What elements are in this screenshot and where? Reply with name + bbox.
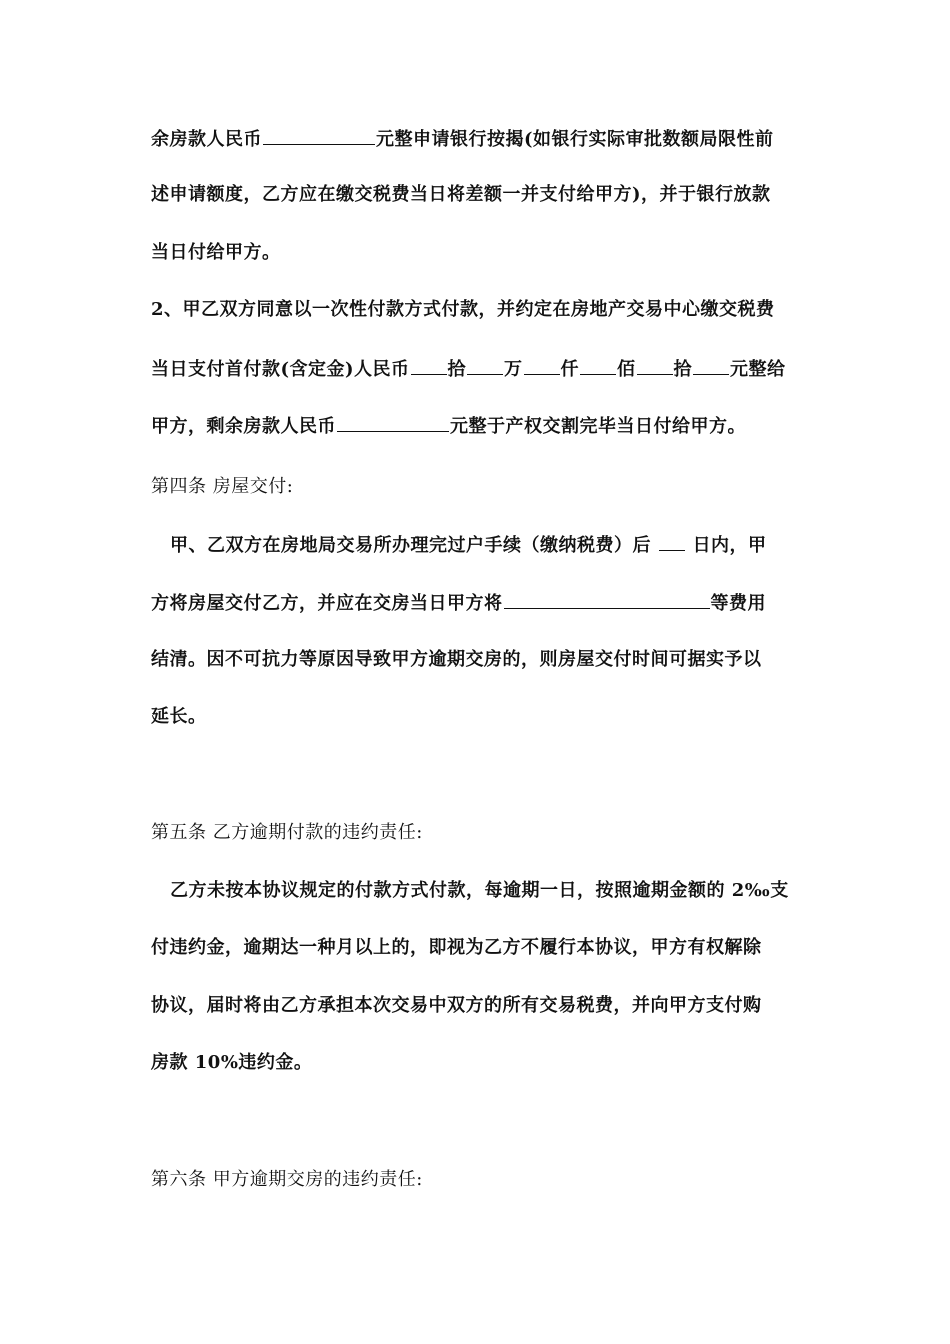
- para2-line2: [151, 356, 811, 382]
- blank-digit: [580, 356, 616, 375]
- blank-digit: [637, 356, 673, 375]
- blank-fees: [504, 590, 710, 609]
- text-segment: 方将房屋交付乙方，并应在交房当日甲方将: [151, 593, 503, 614]
- text-segment: 甲方，剩余房款人民币: [151, 416, 336, 437]
- text-segment: 日内，甲: [692, 535, 767, 556]
- blank-digit: [411, 356, 447, 375]
- para1-line1: [151, 126, 811, 152]
- blank-amount: [263, 126, 375, 145]
- article4-line4: 延长。: [151, 706, 207, 727]
- unit-label: 万: [504, 359, 523, 380]
- article4-line1: [170, 532, 810, 558]
- article4-title: 第四条 房屋交付:: [151, 476, 294, 497]
- blank-amount: [337, 413, 449, 432]
- text-segment: 元整于产权交割完毕当日付给甲方。: [450, 416, 746, 437]
- text-segment: 甲、乙双方在房地局交易所办理完过户手续（缴纳税费）后: [170, 535, 651, 556]
- unit-label: 拾: [447, 359, 467, 380]
- text-segment: 等费用: [710, 593, 766, 614]
- article5-line2: 付违约金，逾期达一种月以上的，即视为乙方不履行本协议，甲方有权解除: [151, 937, 762, 958]
- article5-line4: 房款 10%违约金。: [151, 1052, 313, 1073]
- text-segment: 元整申请银行按揭(如银行实际审批数额局限性前: [376, 129, 774, 150]
- unit-label: 仟: [560, 359, 580, 380]
- para1-line3: 当日付给甲方。: [151, 242, 281, 263]
- article4-line3: 结清。因不可抗力等原因导致甲方逾期交房的，则房屋交付时间可据实予以: [151, 649, 762, 670]
- article5-line1: 乙方未按本协议规定的付款方式付款，每逾期一日，按照逾期金额的 2‰支: [170, 880, 789, 901]
- article4-line2: [151, 590, 811, 616]
- article5-title: 第五条 乙方逾期付款的违约责任:: [151, 822, 423, 843]
- blank-digit: [693, 356, 729, 375]
- text-segment: 当日支付首付款(含定金)人民币: [151, 359, 410, 380]
- article5-line3: 协议，届时将由乙方承担本次交易中双方的所有交易税费，并向甲方支付购: [151, 995, 762, 1016]
- unit-label: 拾: [673, 359, 693, 380]
- article6-title: 第六条 甲方逾期交房的违约责任:: [151, 1169, 423, 1190]
- blank-days: [659, 532, 685, 551]
- para2-line1: 2、甲乙双方同意以一次性付款方式付款，并约定在房地产交易中心缴交税费: [151, 299, 775, 320]
- para2-line3: [151, 413, 811, 439]
- text-segment: 元整给: [730, 359, 786, 380]
- para1-line2: 述申请额度，乙方应在缴交税费当日将差额一并支付给甲方)，并于银行放款: [151, 184, 771, 205]
- unit-label: 佰: [617, 359, 636, 380]
- blank-digit: [524, 356, 560, 375]
- blank-digit: [467, 356, 503, 375]
- text-segment: 余房款人民币: [151, 129, 262, 150]
